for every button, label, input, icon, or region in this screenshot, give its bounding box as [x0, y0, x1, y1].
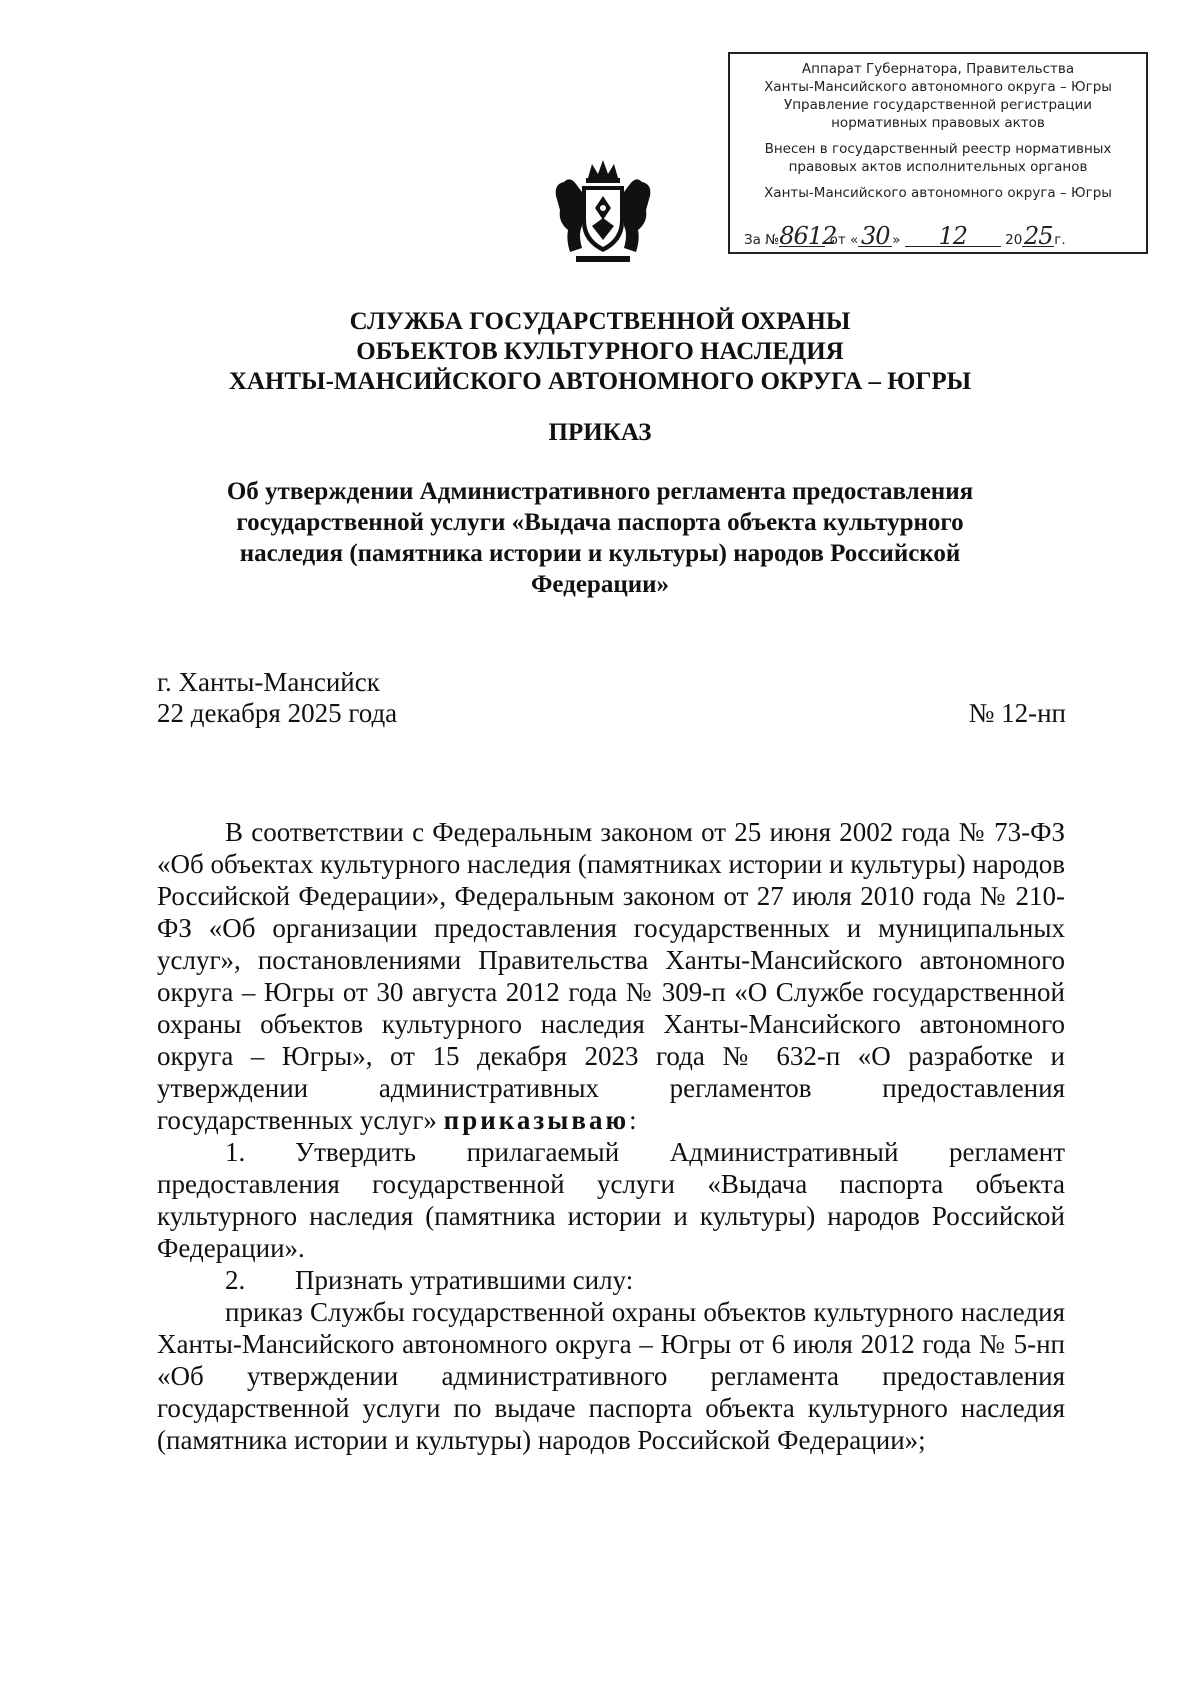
stamp-line: Аппарат Губернатора, Правительства — [801, 61, 1075, 77]
stamp-line: Внесен в государственный реестр нормативных — [764, 141, 1112, 157]
preamble-paragraph — [157, 816, 1065, 1136]
repeal-paragraph: приказ Службы государственной охраны объектов культурного наследия Ханты-Мансийского автономного округа – Югры от 6 июля 2012 года № 5-нп «Об утверждении административного регламента предоставления государственной услуги по выдаче паспорта объекта культурного наследия (памятника истории и культуры) народов Российской Федерации»; — [157, 1297, 1065, 1455]
stamp-reg-prefix: За № — [744, 232, 780, 248]
coat-of-arms-icon — [548, 156, 658, 266]
stamp-year-prefix: 20 — [1005, 232, 1023, 248]
stamp-reg-number: 8612 — [779, 222, 837, 250]
document-body — [157, 816, 1065, 1456]
stamp-day-close: » — [892, 232, 901, 248]
stamp-line: правовых актов исполнительных органов — [788, 159, 1088, 175]
item-text: Утвердить прилагаемый Административный регламент предоставления государственной услуги «Выдача паспорта объекта культурного наследия (памятника истории и культуры) народов Российской Федерации». — [157, 1137, 1065, 1263]
stamp-line: нормативных правовых актов — [831, 115, 1045, 131]
document-subject — [0, 476, 1200, 600]
place: г. Ханты-Мансийск — [157, 667, 380, 697]
subject-line: Об утверждении Административного регламента предоставления — [226, 478, 974, 505]
stamp-month: 12 — [905, 226, 1001, 247]
document-type: ПРИКАЗ — [548, 419, 652, 446]
document-number: № 12-нп — [968, 698, 1066, 728]
preamble-text: В соответствии с Федеральным законом от 25 июня 2002 года № 73-ФЗ «Об объектах культурного наследия (памятниках истории и культуры) народов Российской Федерации», Федеральным законом от 27 июля 2010 года № 210-ФЗ «Об организации предоставления государственных и муниципальных услуг», постановлениями Правительства Ханты-Мансийского автономного округа – Югры от 30 августа 2012 года № 309-п «О Службе государственной охраны объектов культурного наследия Ханты-Мансийского автономного округа – Югры», от 15 декабря 2023 года № 632-п «О разработке и утверждении административных регламентов предоставления государственных услуг» — [157, 817, 1065, 1135]
order-word: приказываю — [443, 1105, 630, 1135]
org-line: ОБЪЕКТОВ КУЛЬТУРНОГО НАСЛЕДИЯ — [356, 338, 844, 365]
stamp-line: Управление государственной регистрации — [783, 97, 1093, 113]
document-date: 22 декабря 2025 года — [157, 698, 398, 728]
subject-line: государственной услуги «Выдача паспорта объекта культурного — [236, 509, 964, 536]
stamp-line: Ханты-Мансийского автономного округа – Югры — [764, 185, 1112, 201]
org-line: ХАНТЫ-МАНСИЙСКОГО АВТОНОМНОГО ОКРУГА – ЮГРЫ — [228, 368, 972, 395]
item-number: 1. — [225, 1137, 246, 1167]
subject-line: Федерации» — [530, 571, 670, 598]
subject-line: наследия (памятника истории и культуры) народов Российской — [239, 540, 961, 567]
stamp-date-from: от « — [829, 232, 859, 248]
item-2 — [157, 1264, 1065, 1296]
order-colon: : — [629, 1105, 637, 1135]
organization-name — [0, 307, 1200, 397]
stamp-day: 30 — [858, 226, 892, 247]
place-and-date — [157, 667, 397, 729]
stamp-line: Ханты-Мансийского автономного округа – Югры — [764, 79, 1112, 95]
stamp-year: 25 — [1024, 222, 1053, 250]
item-text: Признать утратившими силу: — [295, 1265, 634, 1295]
item-number: 2. — [225, 1265, 246, 1295]
org-line: СЛУЖБА ГОСУДАРСТВЕННОЙ ОХРАНЫ — [349, 308, 851, 335]
registration-stamp — [728, 52, 1148, 254]
item-1 — [157, 1136, 1065, 1264]
stamp-year-suffix: г. — [1054, 232, 1066, 248]
stamp-registration-row — [744, 222, 1140, 250]
